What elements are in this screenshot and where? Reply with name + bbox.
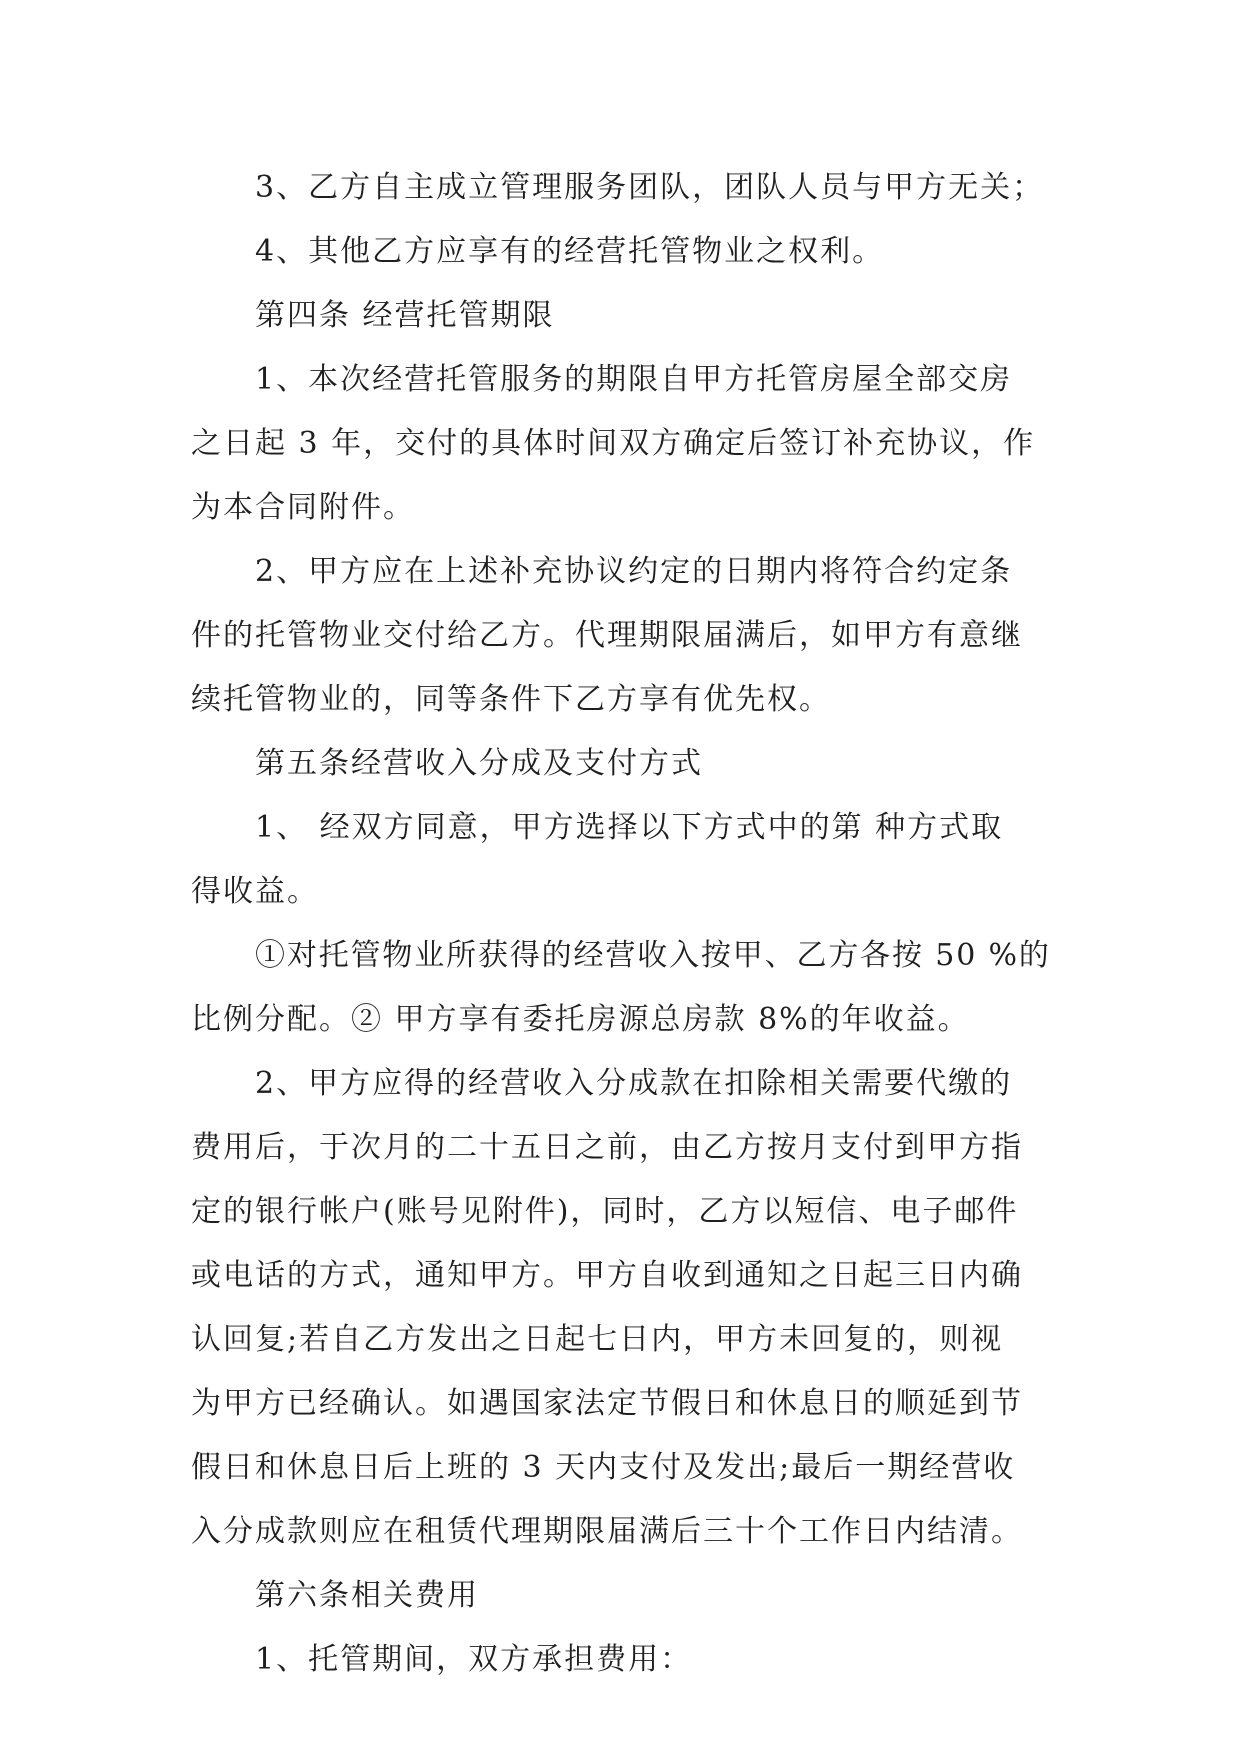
paragraph-term-2 [191, 540, 1051, 732]
text-line: 件的托管物业交付给乙方。代理期限届满后，如甲方有意继 [191, 618, 1023, 653]
paragraph-income-1 [191, 796, 1051, 924]
text-line: 1、 经双方同意，甲方选择以下方式中的第 种方式取 [255, 810, 1004, 845]
text-line: 入分成款则应在租赁代理期限届满后三十个工作日内结清。 [191, 1514, 1023, 1549]
text-line: 为甲方已经确认。如遇国家法定节假日和休息日的顺延到节 [191, 1386, 1023, 1421]
paragraph-fees-1 [191, 1628, 1051, 1692]
paragraph-rights-4 [191, 220, 1051, 284]
document-body [191, 156, 1051, 1692]
text-line: 假日和休息日后上班的 3 天内支付及发出;最后一期经营收 [191, 1450, 1016, 1485]
text-line: 比例分配。② 甲方享有委托房源总房款 8%的年收益。 [191, 1002, 970, 1037]
text-line: 1、托管期间，双方承担费用： [255, 1642, 693, 1677]
section-heading: 第五条经营收入分成及支付方式 [255, 746, 703, 781]
text-line: 2、甲方应得的经营收入分成款在扣除相关需要代缴的 [255, 1066, 1013, 1101]
paragraph-income-2 [191, 1052, 1051, 1564]
text-line: 定的银行帐户(账号见附件)，同时，乙方以短信、电子邮件 [191, 1194, 1019, 1229]
text-line: ①对托管物业所获得的经营收入按甲、乙方各按 50 %的 [255, 938, 1051, 973]
section-heading: 第六条相关费用 [255, 1578, 479, 1613]
text-line: 2、甲方应在上述补充协议约定的日期内将符合约定条 [255, 554, 1013, 589]
text-line: 费用后，于次月的二十五日之前，由乙方按月支付到甲方指 [191, 1130, 1023, 1165]
paragraph-income-options [191, 924, 1051, 1052]
section-heading-article-4 [191, 284, 1051, 348]
section-heading-article-5 [191, 732, 1051, 796]
text-line: 认回复;若自乙方发出之日起七日内，甲方未回复的，则视 [191, 1322, 1004, 1357]
text-line: 为本合同附件。 [191, 490, 415, 525]
text-line: 或电话的方式，通知甲方。甲方自收到通知之日起三日内确 [191, 1258, 1023, 1293]
text-line: 得收益。 [191, 874, 319, 909]
text-line: 3、乙方自主成立管理服务团队，团队人员与甲方无关； [255, 170, 1045, 205]
section-heading-article-6 [191, 1564, 1051, 1628]
text-line: 1、本次经营托管服务的期限自甲方托管房屋全部交房 [255, 362, 1013, 397]
paragraph-term-1 [191, 348, 1051, 540]
text-line: 之日起 3 年，交付的具体时间双方确定后签订补充协议，作 [191, 426, 1036, 461]
section-heading: 第四条 经营托管期限 [255, 298, 555, 333]
paragraph-rights-3 [191, 156, 1051, 220]
text-line: 4、其他乙方应享有的经营托管物业之权利。 [255, 234, 885, 269]
text-line: 续托管物业的，同等条件下乙方享有优先权。 [191, 682, 831, 717]
